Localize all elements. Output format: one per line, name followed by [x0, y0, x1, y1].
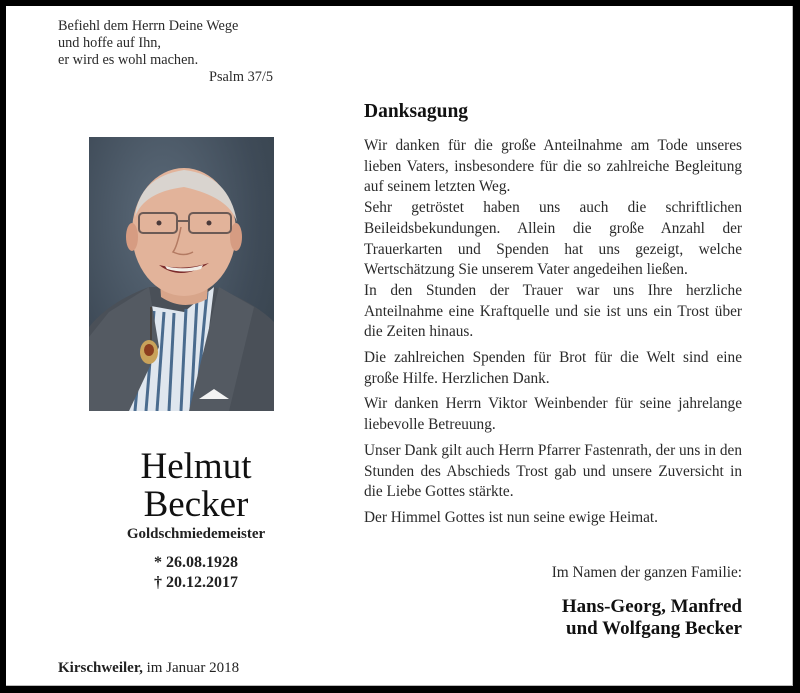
paragraph: In den Stunden der Trauer war uns Ihre herzliche Anteilnahme eine Kraftquelle und sie ist uns ein Trost über die Zeiten hinaus. — [364, 281, 742, 341]
paragraph: Wir danken für die große Anteilnahme am Tode unseres lieben Vaters, insbesondere für die so zahlreiche Begleitung auf seinem letzten Weg. — [364, 137, 742, 196]
life-dates — [66, 553, 326, 593]
verse-reference: Psalm 37/5 — [209, 69, 273, 85]
deceased-last-name: Becker — [143, 484, 249, 525]
deceased-first-name: Helmut — [140, 446, 252, 487]
place-and-date — [58, 660, 239, 677]
signatory-line: Hans-Georg, Manfred — [561, 596, 742, 617]
paragraph: Die zahlreichen Spenden für Brot für die Welt sind eine große Hilfe. Herzlichen Dank. — [364, 349, 742, 387]
heading-danksagung: Danksagung — [364, 101, 469, 122]
deceased-profession: Goldschmiedemeister — [126, 526, 266, 542]
verse-line: er wird es wohl machen. — [58, 52, 199, 68]
portrait-icon — [89, 137, 274, 411]
paragraph: Wir danken Herrn Viktor Weinbender für seine jahrelange liebevolle Betreuung. — [364, 395, 742, 434]
paragraph: Unser Dank gilt auch Herrn Pfarrer Fastenrath, der uns in den Stunden des Abschieds Trost gab und unsere Zuversicht in die Liebe Gottes stärkte. — [364, 441, 742, 501]
place: Kirschweiler, — [58, 660, 143, 676]
paragraph: Sehr getröstet haben uns auch die schriftlichen Beileidsbekundungen. Allein die große Anzahl der Trauerkarten und Spenden hat uns gezeigt, welche Wertschätzung Sie unserem Vater angedeihen ließen. — [364, 199, 742, 279]
paragraph: Der Himmel Gottes ist nun seine ewige Heimat. — [364, 508, 658, 526]
signatory-line: und Wolfgang Becker — [566, 618, 742, 639]
obituary-card — [6, 6, 793, 686]
thanks-text — [364, 136, 742, 534]
date: im Januar 2018 — [142, 660, 240, 676]
signatories — [562, 596, 742, 640]
birth-date: * 26.08.1928 — [154, 554, 238, 571]
verse-line: Befiehl dem Herrn Deine Wege — [58, 18, 239, 34]
verse-line: und hoffe auf Ihn, — [58, 35, 161, 51]
closing-line: Im Namen der ganzen Familie: — [551, 564, 742, 581]
death-date: † 20.12.2017 — [154, 574, 238, 591]
portrait-photo — [89, 137, 274, 411]
bible-verse — [58, 18, 273, 86]
